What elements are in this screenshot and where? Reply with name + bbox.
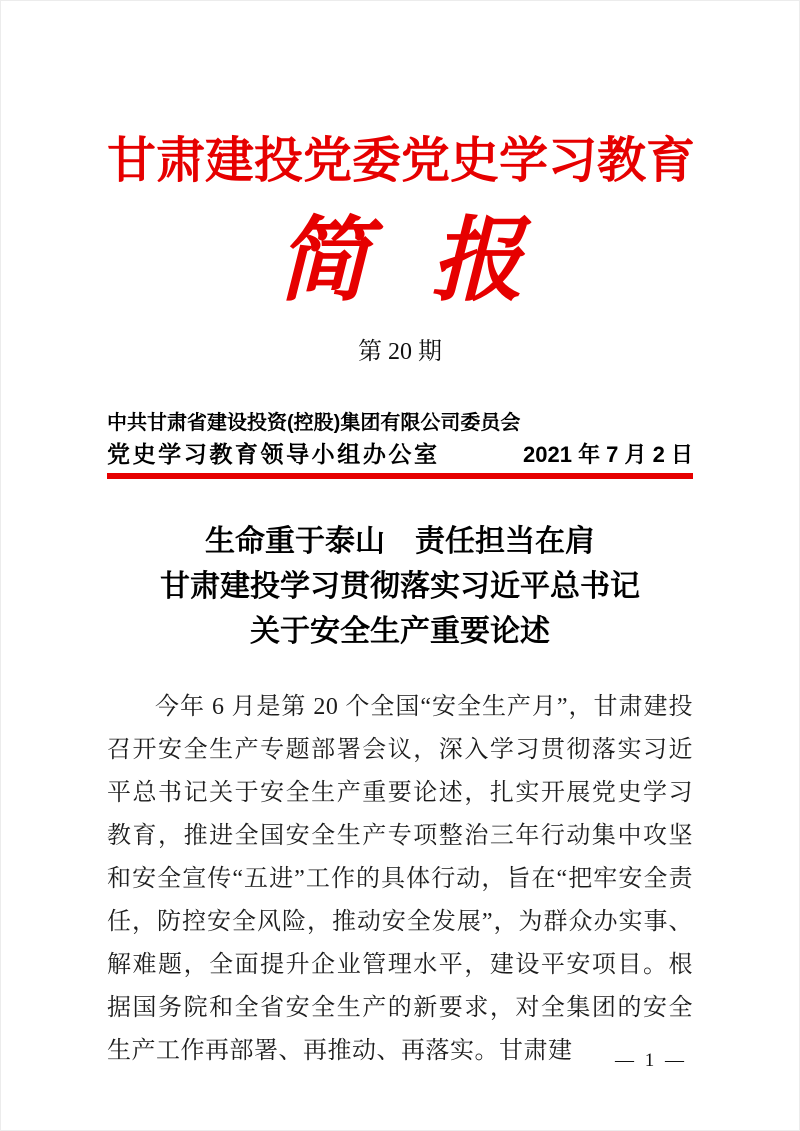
article-body-paragraph: 今年 6 月是第 20 个全国“安全生产月”，甘肃建投召开安全生产专题部署会议，深入学习贯彻落实习近平总书记关于安全生产重要论述，扎实开展党史学习教育，推进全国安全生产专项整治三年行动集中攻坚和安全宣传“五进”工作的具体行动，旨在“把牢安全责任，防控安全风险，推动安全发展”，为群众办实事、解难题，全面提升企业管理水平，建设平安项目。根据国务院和全省安全生产的新要求，对全集团的安全生产工作再部署、再推动、再落实。甘肃建 [107, 694, 693, 1064]
bulletin-name: 简报 [276, 210, 585, 312]
page-number: — 1 — [615, 1050, 687, 1071]
publisher-block [107, 411, 693, 469]
publisher-org-line2: 党史学习教育领导小组办公室 [107, 442, 437, 467]
article-title-line-3: 关于安全生产重要论述 [250, 615, 550, 648]
publisher-row [107, 441, 693, 469]
issue-number: 第 20 期 [358, 339, 442, 365]
page-content [1, 1, 799, 1073]
red-divider [107, 473, 693, 479]
publish-date: 2021 年 7 月 2 日 [523, 442, 693, 467]
article-title-line-1: 生命重于泰山 责任担当在肩 [205, 525, 595, 558]
article-title-line-2: 甘肃建投学习贯彻落实习近平总书记 [160, 570, 640, 603]
article-title [107, 519, 693, 654]
publisher-org-line1: 中共甘肃省建设投资(控股)集团有限公司委员会 [107, 412, 521, 434]
masthead-org-title: 甘肃建投党委党史学习教育 [107, 134, 696, 188]
